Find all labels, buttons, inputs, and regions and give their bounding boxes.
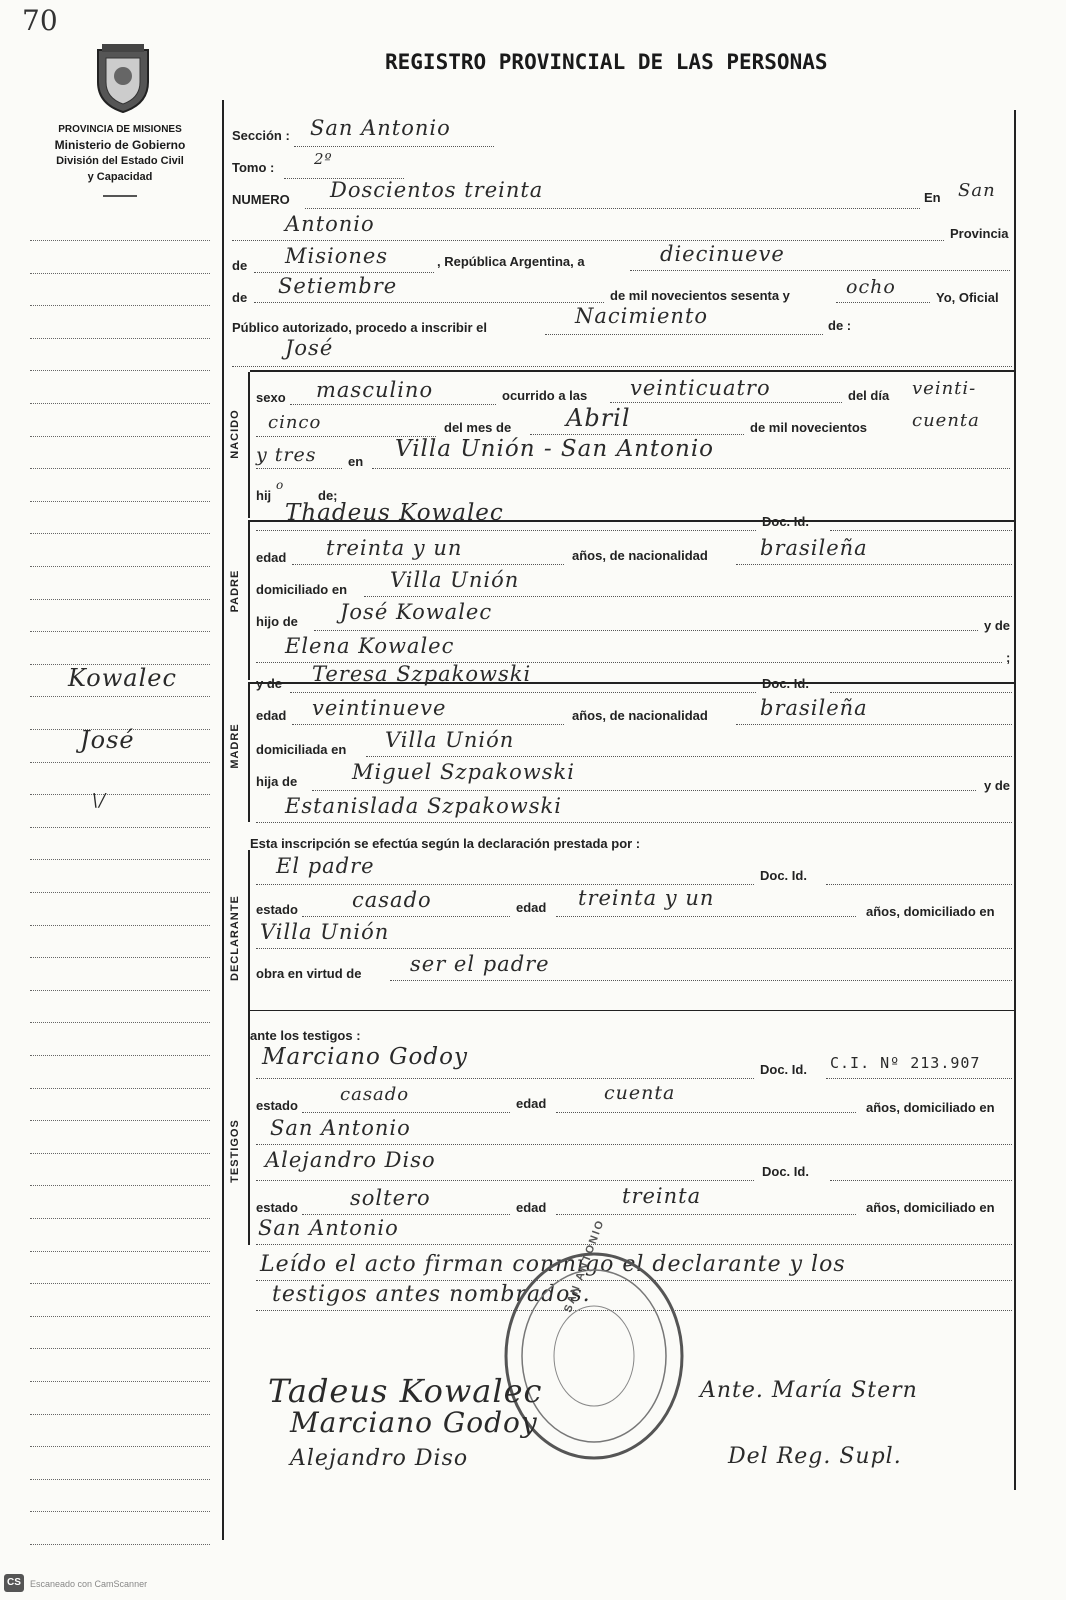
value-madre-dom: Villa Unión [385,728,515,752]
label-del-mes: del mes de [444,420,512,435]
side-label-padre: PADRE [229,569,241,613]
capacidad-line: y Capacidad [87,171,153,183]
margin-rule [30,436,210,437]
margin-rule [30,859,210,860]
label-del-dia: del día [848,388,890,403]
value-decl-estado: casado [352,888,432,912]
margin-rule [30,403,210,404]
margin-rule [30,925,210,926]
side-label-declarante: DECLARANTE [229,895,241,981]
label-de-mes: de [232,290,248,305]
margin-surname: Kowalec [68,664,177,692]
margin-rule [30,1120,210,1121]
value-dia-nac-a: veinti- [912,378,977,399]
ministry-line: Ministerio de Gobierno [54,138,186,152]
margin-rule [30,1251,210,1252]
margin-rule [30,1446,210,1447]
margin-rule [30,892,210,893]
value-hijo-suffix: o [276,478,285,492]
value-test2-estado: soltero [350,1186,431,1210]
margin-rule [30,1022,210,1023]
margin-rule [30,696,210,697]
value-anio-nac-b: y tres [256,444,317,466]
margin-rule [30,1316,210,1317]
margin-rule [30,1348,210,1349]
value-test2-dom: San Antonio [258,1216,399,1240]
label-ocurrido: ocurrido a las [502,388,588,403]
label-semicolon: ; [1006,650,1011,665]
signature-declarante: Tadeus Kowalec [268,1372,543,1410]
label-dom-declarante: años, domiciliado en [866,904,995,919]
margin-rule [30,1088,210,1089]
label-de-colon: de : [828,318,852,333]
margin-rule [30,631,210,632]
label-hija-de-madre: hija de [256,774,298,789]
value-sexo: masculino [316,378,434,402]
scanner-footer-text: Escaneado con CamScanner [30,1579,148,1589]
margin-rule [30,1283,210,1284]
margin-rule [30,957,210,958]
value-padre-nac: brasileña [760,536,868,560]
value-padre-dom: Villa Unión [390,568,520,592]
label-tomo: Tomo : [232,160,275,175]
division-line: División del Estado Civil [56,155,184,167]
label-numero: NUMERO [232,192,290,207]
value-mes-nac: Abril [566,404,631,432]
value-nombre: José [285,336,334,360]
page-number: 70 [22,4,58,37]
margin-given-name: José [80,726,135,754]
label-de-mil: de mil novecientos sesenta y [610,288,790,303]
label-sexo: sexo [256,390,286,405]
label-en-lugar: en [348,454,364,469]
value-test2-edad: treinta [622,1184,702,1208]
margin-rule [30,1185,210,1186]
value-madre-nombre: Teresa Szpakowski [312,662,532,686]
value-anio: ocho [846,276,896,298]
margin-rule [30,338,210,339]
coat-of-arms-icon [88,42,158,114]
value-provincia: Misiones [285,244,389,268]
margin-rule [30,1381,210,1382]
value-padre-hijo-de: José Kowalec [340,600,493,624]
label-estado-declarante: estado [256,902,298,917]
side-label-testigos: TESTIGOS [229,1119,241,1183]
value-decl-edad: treinta y un [578,886,715,910]
signature-testigo1: Marciano Godoy [290,1406,538,1439]
margin-rule [30,370,210,371]
label-nac-madre: años, de nacionalidad [572,708,708,723]
label-ante: ante los testigos : [250,1028,361,1043]
margin-rule [30,827,210,828]
label-doc-madre: Doc. Id. [762,676,809,691]
value-test1-estado: casado [340,1084,410,1105]
value-decl-dom: Villa Unión [260,920,390,944]
side-label-nacido: NACIDO [229,409,241,459]
value-madre-y-de: Estanislada Szpakowski [285,794,562,818]
label-yo-oficial: Yo, Oficial [936,290,999,305]
label-dom-testigo1: años, domiciliado en [866,1100,995,1115]
signature-testigo2: Alejandro Diso [290,1446,469,1471]
margin-rule [30,1055,210,1056]
margin-rule [30,599,210,600]
label-provincia: Provincia [950,226,1009,241]
page-title: REGISTRO PROVINCIAL DE LAS PERSONAS [385,50,828,74]
margin-rule [30,533,210,534]
value-decl-obra: ser el padre [410,952,550,976]
label-en: En [924,190,941,205]
label-doc-padre: Doc. Id. [762,514,809,529]
label-obra: obra en virtud de [256,966,362,981]
value-test1-dom: San Antonio [270,1116,411,1140]
margin-rule [30,1218,210,1219]
label-hijo: hij [256,488,272,503]
label-nac-padre: años, de nacionalidad [572,548,708,563]
label-edad-padre: edad [256,550,287,565]
province-line: PROVINCIA DE MISIONES [58,124,182,135]
value-madre-edad: veintinueve [312,696,447,720]
label-dom-madre: domiciliada en [256,742,347,757]
label-de-semi: de; [318,488,338,503]
value-acto: Nacimiento [575,304,709,328]
value-hora: veinticuatro [630,376,771,400]
margin-rule [30,762,210,763]
signature-official: Ante. María Stern [700,1378,918,1403]
scanner-badge-icon [4,1574,24,1592]
margin-rule [30,566,210,567]
margin-rule [30,305,210,306]
label-edad-declarante: edad [516,900,547,915]
scanner-badge-label: CS [7,1577,21,1588]
issuer-block [30,122,210,197]
closing-line-2: testigos antes nombrados. [272,1282,591,1307]
side-label-madre: MADRE [229,723,241,769]
margin-rule [30,1153,210,1154]
margin-rule [30,1479,210,1480]
margin-rule [30,501,210,502]
margin-rule [30,240,210,241]
value-seccion: San Antonio [310,116,451,140]
value-numero: Doscientos treinta [330,178,544,202]
label-estado-testigo1: estado [256,1098,298,1113]
label-edad-madre: edad [256,708,287,723]
signature-official-title: Del Reg. Supl. [728,1444,902,1469]
value-mes: Setiembre [278,274,398,298]
value-padre-edad: treinta y un [326,536,463,560]
label-y-de-padre: y de [984,618,1011,633]
margin-rule [30,468,210,469]
value-test1-edad: cuenta [604,1082,676,1104]
label-hijo-de-padre: hijo de [256,614,298,629]
margin-rule [30,794,210,795]
label-seccion: Sección : [232,128,290,143]
value-en-a: San [958,180,996,201]
label-republica: , República Argentina, a [437,254,585,269]
value-declarante: El padre [276,854,375,878]
value-anio-nac-a: cuenta [912,410,980,431]
margin-rule [30,1544,210,1545]
value-dia-nac-b: cinco [268,412,322,433]
margin-rule [30,273,210,274]
closing-line-1: Leído el acto firman conmigo el declarante y los [260,1252,846,1277]
value-dia: diecinueve [660,242,785,266]
label-y-de-madre: y de [256,676,283,691]
margin-rule [30,1511,210,1512]
value-en-b: Antonio [285,212,375,236]
margin-rule [30,990,210,991]
value-lugar: Villa Unión - San Antonio [395,436,715,462]
label-esta-inscripcion: Esta inscripción se efectúa según la declaración prestada por : [250,836,641,851]
seal-text: SAN ANTONIO [562,1217,607,1315]
label-de-mil-nov: de mil novecientos [750,420,868,435]
label-y-de-madre2: y de [984,778,1011,793]
value-testigo1: Marciano Godoy [262,1044,468,1070]
value-tomo: 2º [314,150,333,168]
label-publico: Público autorizado, procedo a inscribir el [232,320,487,335]
label-doc-testigo1: Doc. Id. [760,1062,807,1077]
label-doc-testigo2: Doc. Id. [762,1164,809,1179]
margin-tick: \/ [92,790,107,811]
value-madre-hija-de: Miguel Szpakowski [352,760,575,784]
value-madre-nac: brasileña [760,696,868,720]
value-padre-y-de: Elena Kowalec [285,634,455,658]
value-testigo2: Alejandro Diso [265,1148,436,1172]
value-padre-nombre: Thadeus Kowalec [285,500,504,526]
value-testigo1-doc: C.I. Nº 213.907 [830,1054,981,1072]
label-dom-testigo2: años, domiciliado en [866,1200,995,1215]
label-de-prov: de [232,258,248,273]
label-estado-testigo2: estado [256,1200,298,1215]
margin-rule [30,1414,210,1415]
label-doc-declarante: Doc. Id. [760,868,807,883]
label-edad-testigo1: edad [516,1096,547,1111]
label-edad-testigo2: edad [516,1200,547,1215]
label-dom-padre: domiciliado en [256,582,348,597]
